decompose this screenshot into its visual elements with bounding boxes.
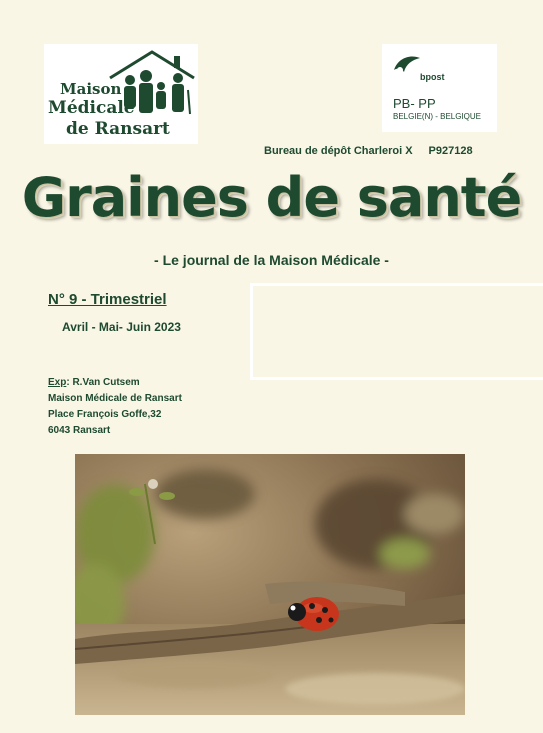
logo-line-3: de Ransart: [66, 119, 170, 139]
sender-name: : R.Van Cutsem: [66, 377, 140, 388]
issue-number: N° 9 - Trimestriel: [48, 291, 167, 308]
journal-title: Graines de santé: [21, 166, 522, 229]
sender-line-3: Place François Goffe,32: [48, 409, 162, 420]
logo-line-1: Maison: [60, 80, 122, 98]
maison-medicale-logo: [44, 44, 198, 144]
bpost-stamp: [382, 44, 497, 132]
ladybug-photo: [75, 454, 465, 715]
sender-label: Exp: [48, 377, 67, 388]
bpost-horn-icon: [392, 54, 422, 76]
bureau-code: P927128: [428, 145, 473, 157]
logo-line-2: Médicale: [48, 98, 135, 118]
sender-address: [48, 375, 182, 439]
bpost-country: BELGIE(N) - BELGIQUE: [393, 112, 482, 121]
sender-line-4: 6043 Ransart: [48, 425, 111, 436]
bureau-de-depot: [264, 145, 473, 157]
issue-period: Avril - Mai- Juin 2023: [62, 320, 181, 334]
journal-subtitle: - Le journal de la Maison Médicale -: [154, 252, 389, 268]
bpost-code: PB- PP: [393, 96, 436, 111]
address-window: [250, 283, 543, 380]
sender-line-2: Maison Médicale de Ransart: [48, 393, 182, 404]
bpost-brand: bpost: [420, 72, 445, 82]
bureau-text: Bureau de dépôt Charleroi X: [264, 145, 413, 157]
